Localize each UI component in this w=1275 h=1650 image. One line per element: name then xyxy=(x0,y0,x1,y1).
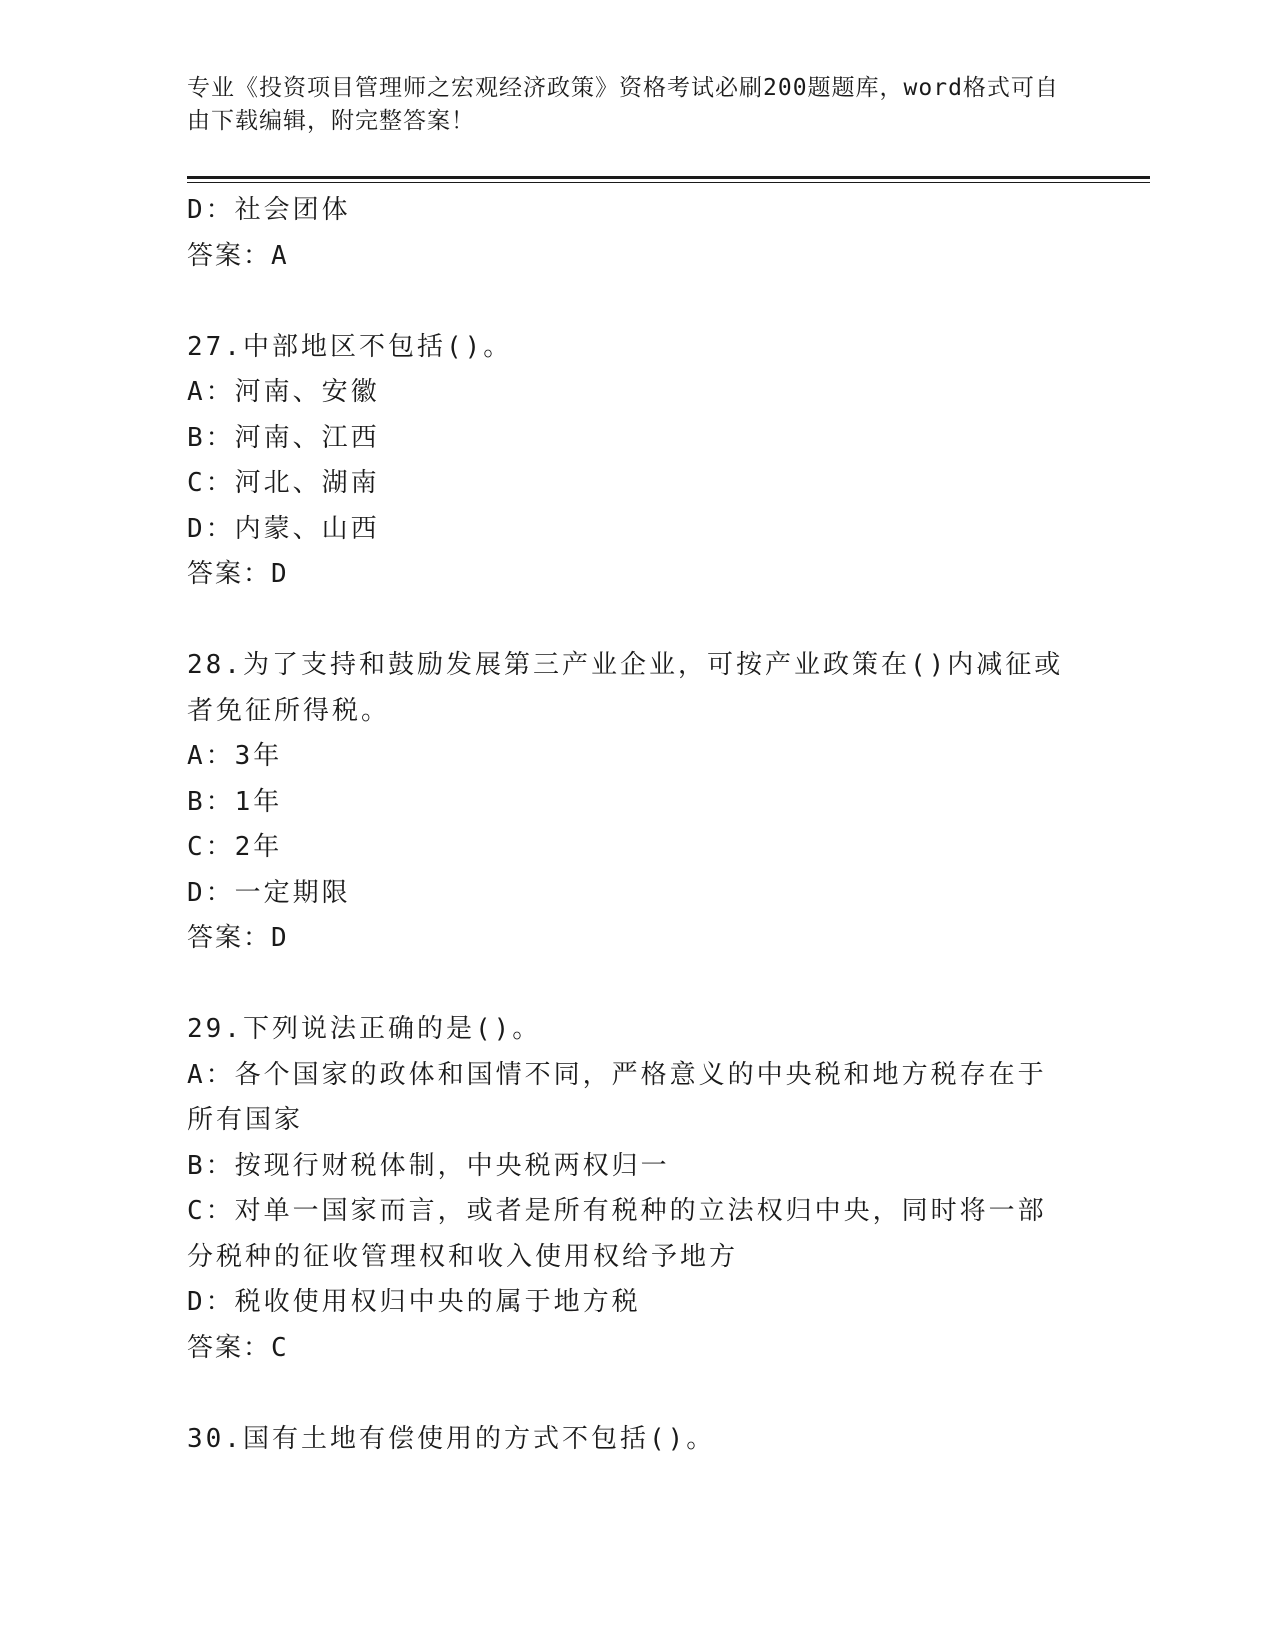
question-27 xyxy=(187,325,1067,598)
spacer xyxy=(187,279,1067,325)
option-a: A：各个国家的政体和国情不同，严格意义的中央税和地方税存在于所有国家 xyxy=(187,1059,1047,1135)
option-d: D：社会团体 xyxy=(187,195,351,225)
option-b: B：按现行财税体制，中央税两权归一 xyxy=(187,1150,670,1181)
question-28 xyxy=(187,643,1067,962)
spacer xyxy=(187,1371,1067,1417)
option-a: A：3年 xyxy=(187,741,283,771)
option-d: D：税收使用权归中央的属于地方税 xyxy=(187,1287,641,1317)
option-d: D：内蒙、山西 xyxy=(187,513,380,544)
option-d: D：一定期限 xyxy=(187,877,351,908)
question-stem: 29.下列说法正确的是()。 xyxy=(187,1014,542,1044)
header-divider-thick xyxy=(187,176,1150,179)
page-header xyxy=(187,72,1067,138)
question-26-tail xyxy=(187,188,1067,279)
question-stem: 27.中部地区不包括()。 xyxy=(187,331,513,362)
option-a: A：河南、安徽 xyxy=(187,377,380,407)
spacer xyxy=(187,962,1067,1008)
answer: 答案：C xyxy=(187,1332,289,1363)
question-29 xyxy=(187,1007,1067,1371)
answer: 答案：D xyxy=(187,559,289,589)
question-stem: 28.为了支持和鼓励发展第三产业企业，可按产业政策在()内减征或者免征所得税。 xyxy=(187,650,1064,726)
question-list xyxy=(187,188,1067,1462)
spacer xyxy=(187,598,1067,644)
answer: 答案：D xyxy=(187,923,289,953)
option-c: C：2年 xyxy=(187,832,283,862)
header-title: 专业《投资项目管理师之宏观经济政策》资格考试必刷200题题库，word格式可自由下载编辑，附完整答案！ xyxy=(187,75,1059,134)
question-30 xyxy=(187,1417,1067,1463)
question-stem: 30.国有土地有偿使用的方式不包括()。 xyxy=(187,1423,716,1454)
option-b: B：1年 xyxy=(187,786,283,817)
header-divider-thin xyxy=(187,182,1150,183)
option-c: C：对单一国家而言，或者是所有税种的立法权归中央，同时将一部分税种的征收管理权和收入使用权给予地方 xyxy=(187,1196,1047,1272)
option-b: B：河南、江西 xyxy=(187,422,380,453)
answer: 答案：A xyxy=(187,240,289,271)
option-c: C：河北、湖南 xyxy=(187,468,380,498)
